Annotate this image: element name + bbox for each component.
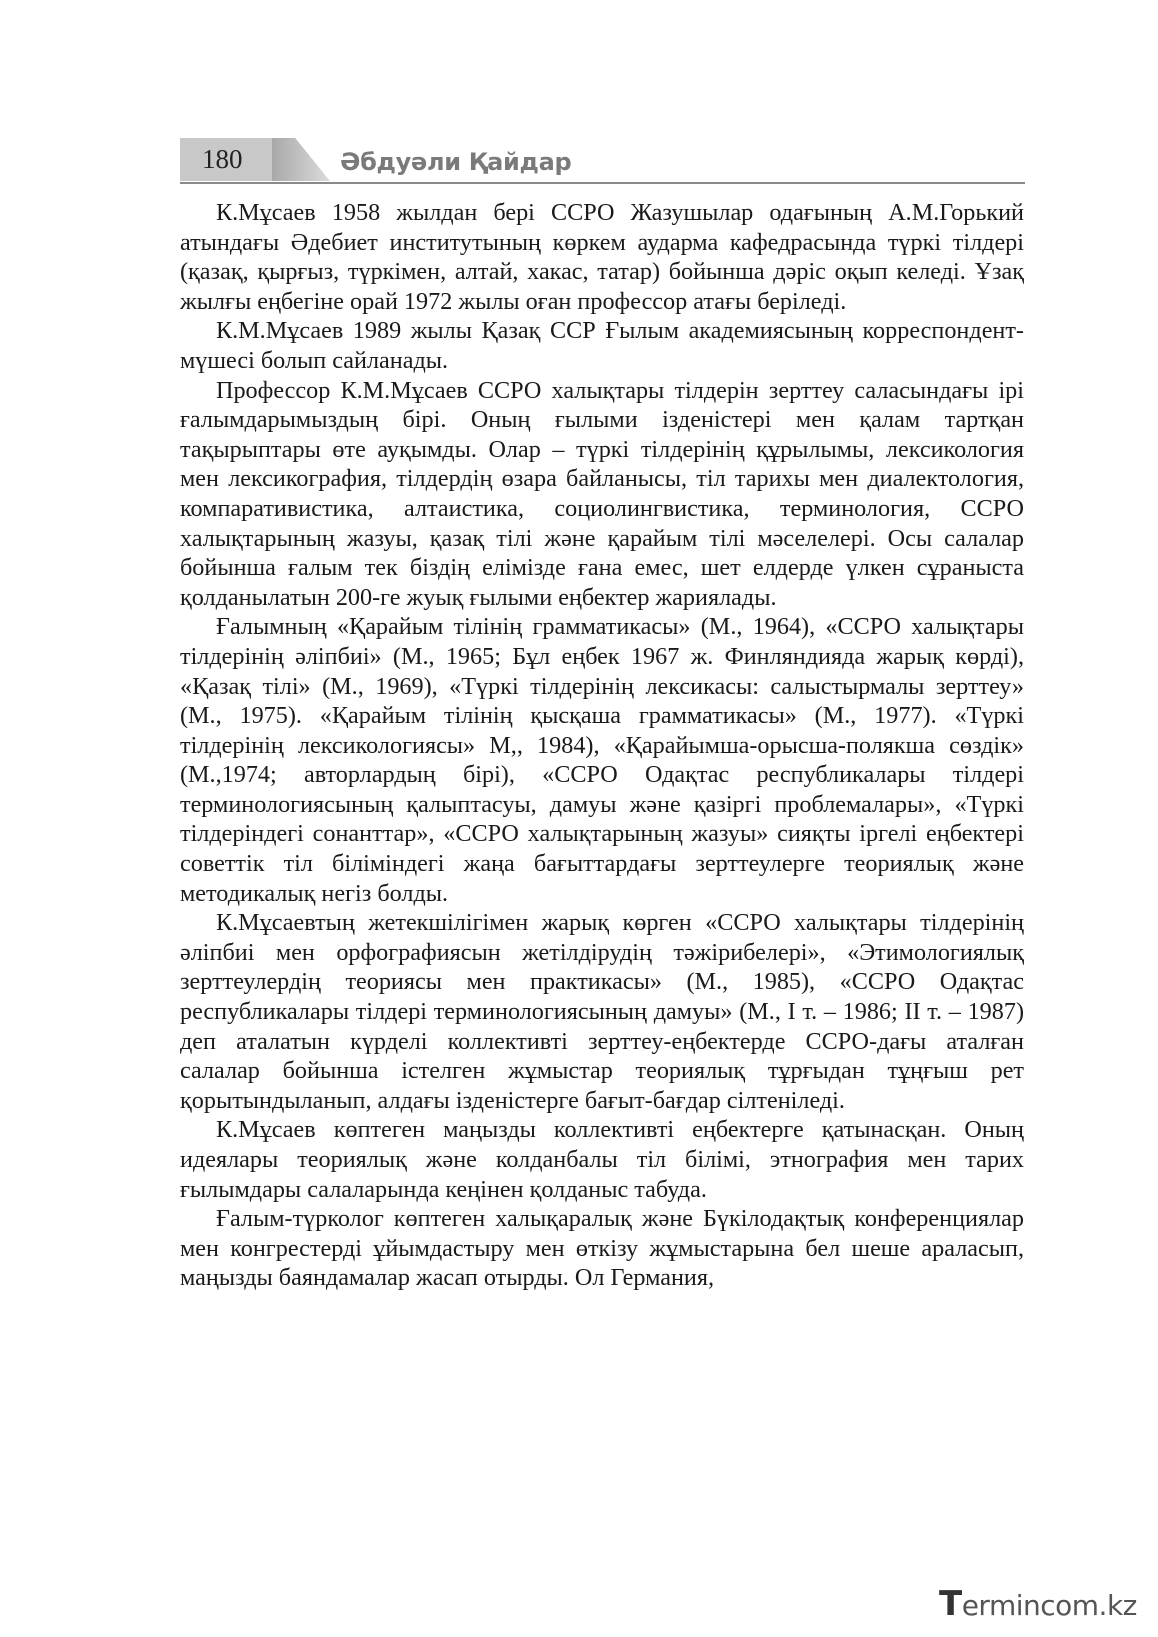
paragraph: К.Мұсаев 1958 жылдан бері ССРО Жазушылар одағының А.М.Горький атындағы Әдебиет институтының көркем аударма кафедрасында түркі тілдері (қазақ, қырғыз, түркімен, алтай, хакас, татар) бойынша дәріс оқып келеді. Ұзақ жылғы еңбегіне орай 1972 жылы оған профессор атағы беріледі.	[180, 199, 1024, 315]
header-rule	[180, 182, 1025, 184]
watermark-initial: T	[939, 1584, 962, 1624]
paragraph: Ғалымның «Қарайым тілінің грамматикасы» (М., 1964), «ССРО халықтары тілдерінің әліпбиі» (М., 1965; Бұл еңбек 1967 ж. Финляндияда жарық көрді), «Қазақ тілі» (М., 1969), «Түркі тілдерінің лексикасы: салыстырмалы зерттеу» (М., 1975). «Қарайым тілінің қысқаша грамматикасы» (М., 1977). «Түркі тілдерінің лексикологиясы» М,, 1984), «Қарайымша-орысша-полякша сөздік» (М.,1974; авторлардың бірі), «ССРО Одақтас республикалары тілдері терминологиясының қалыптасуы, дамуы және қазіргі проблемалары», «Түркі тілдеріндегі сонанттар», «ССРО халықтарының жазуы» сияқты іргелі еңбектері советтік тіл біліміндегі жаңа бағыттардағы зерттеулерге теориялық және методикалық негіз болды.	[180, 613, 1024, 907]
paragraph: К.Мұсаевтың жетекшілігімен жарық көрген «ССРО халықтары тілдерінің әліпбиі мен орфографиясын жетілдірудің тәжірибелері», «Этимологиялық зерттеулердің теориясы мен практикасы» (М., 1985), «ССРО Одақтас республикалары тілдері терминологиясының дамуы» (М., І т. – 1986; ІІ т. – 1987) деп аталатын күрделі коллективті зерттеу-еңбектерде ССРО-дағы аталған салалар бойынша істелген жұмыстар теориялық тұрғыдан тұңғыш рет қорытындыланып, алдағы ізденістерге бағыт-бағдар сілтеніледі.	[180, 909, 1024, 1114]
paragraph: К.Мұсаев көптеген маңызды коллективті еңбектерге қатынасқан. Оның идеялары теориялық және колданбалы тіл білімі, этнография мен тарих ғылымдары салаларында кеңінен қолданыс табуда.	[180, 1116, 1024, 1203]
paragraph: Ғалым-түрколог көптеген халықаралық және Бүкілодақтық конференциялар мен конгрестерді ұйымдастыру мен өткізу жұмыстарына бел шеше араласып, маңызды баяндамалар жасап отырды. Ол Германия,	[180, 1205, 1024, 1292]
running-head-author: Әбдуәли Қайдар	[340, 148, 572, 176]
page-header	[180, 138, 1025, 186]
site-watermark	[939, 1584, 1137, 1624]
page-number-tab-shade	[272, 138, 330, 181]
page-number: 180	[202, 144, 243, 174]
paragraph: К.М.Мұсаев 1989 жылы Қазақ ССР Ғылым академиясының корреспондент-мүшесі болып сайланады.	[180, 317, 1024, 374]
body-text	[180, 198, 1024, 1293]
watermark-text: ermincom.kz	[961, 1589, 1137, 1622]
paragraph: Профессор К.М.Мұсаев ССРО халықтары тілдерін зерттеу саласындағы ірі ғалымдарымыздың бірі. Оның ғылыми ізденістері мен қалам тартқан тақырыптары өте ауқымды. Олар – түркі тілдерінің құрылымы, лексикология мен лексикография, тілдердің өзара байланысы, тіл тарихы мен диалектология, компаративистика, алтаистика, социолингвистика, терминология, ССРО халықтарының жазуы, қазақ тілі және қарайым тілі мәселелері. Осы салалар бойынша ғалым тек біздің елімізде ғана емес, шет елдерде үлкен сұраныста қолданылатын 200-ге жуық ғылыми еңбектер жариялады.	[180, 376, 1024, 611]
